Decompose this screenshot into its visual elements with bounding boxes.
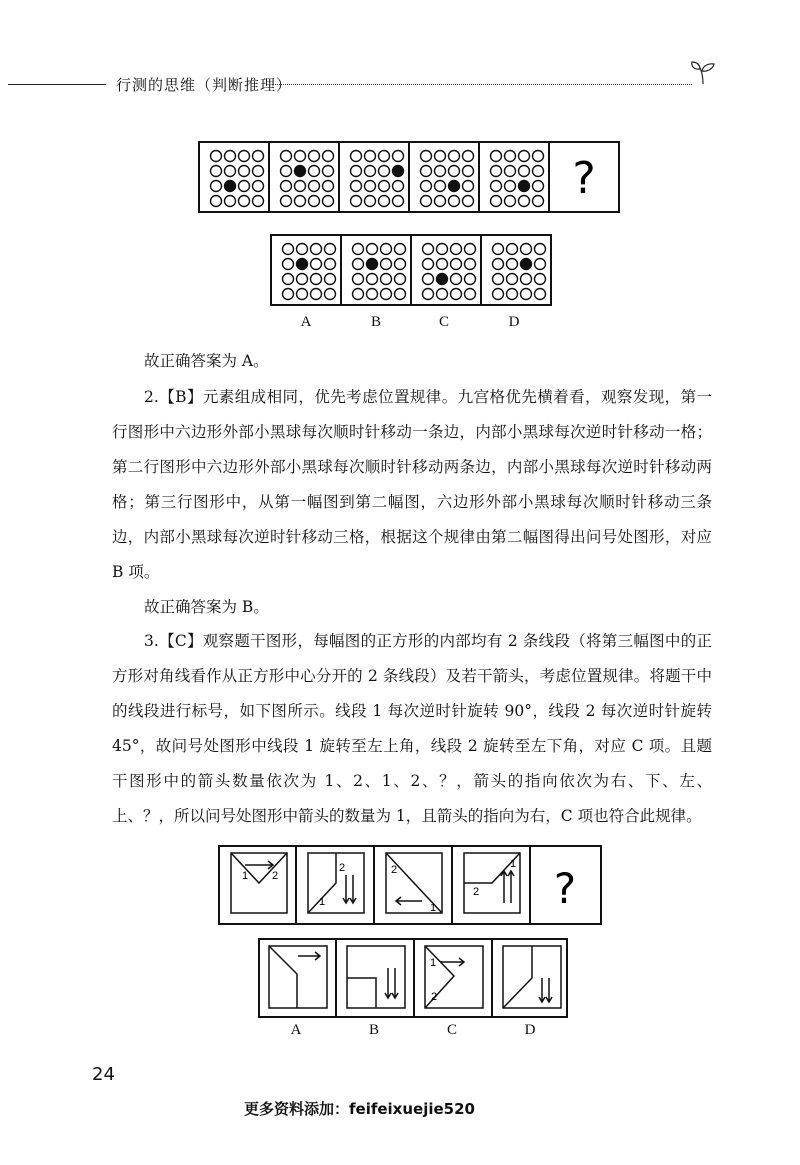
- figure-2-options-svg: [258, 938, 568, 1018]
- option-grid-1-circle: [311, 289, 322, 300]
- svg-text:1: 1: [430, 902, 437, 914]
- question-grid-3-circle: [393, 196, 404, 207]
- option-grid-4-circle: [493, 244, 504, 255]
- figure-1-option-b-label: B: [370, 314, 381, 330]
- question-grid-1-circle: [211, 196, 222, 207]
- option-grid-2-circle: [353, 289, 364, 300]
- option-grid-4-circle: [535, 274, 546, 285]
- question-grid-3-circle: [351, 196, 362, 207]
- item-2-paragraph: 2.【B】元素组成相同，优先考虑位置规律。九宫格优先横着看，观察发现，第一行图形中六边形外部小黑球每次顺时针移动一条边，内部小黑球每次逆时针移动一格；第二行图形中六边形外部小黑球每次顺时针移动两条边，内部小黑球每次逆时针移动两格；第三行图形中，从第一幅图到第二幅图，六边形外部小黑球每次顺时针移动三条边，内部小黑球每次逆时针移动三格，根据这个规律由第二幅图得出问号处图形，对应 B 项。: [112, 388, 712, 581]
- question-grid-1-circle: [211, 166, 222, 177]
- option-grid-4-circle: [507, 244, 518, 255]
- svg-text:2: 2: [391, 864, 398, 876]
- figure-2-question-row: [218, 845, 602, 925]
- question-grid-1-circle: [239, 181, 250, 192]
- svg-text:2: 2: [272, 870, 279, 882]
- option-grid-3-circle: [465, 274, 476, 285]
- option-grid-1-circle: [325, 259, 336, 270]
- question-grid-1-circle: [211, 151, 222, 162]
- figure-2-option-a-label: A: [290, 1022, 302, 1038]
- header-rule-right: [272, 84, 692, 85]
- svg-text:1: 1: [242, 870, 249, 882]
- option-grid-3-circle: [465, 244, 476, 255]
- question-grid-4-circle: [449, 196, 460, 207]
- question-grid-3-circle: [351, 181, 362, 192]
- option-grid-1-circle: [297, 274, 308, 285]
- question-grid-5-circle: [505, 196, 516, 207]
- option-grid-3-circle: [423, 289, 434, 300]
- option-grid-2-circle: [367, 259, 378, 270]
- question-grid-5-circle: [491, 181, 502, 192]
- question-grid-1-circle: [253, 196, 264, 207]
- option-grid-2-circle: [353, 244, 364, 255]
- question-grid-3-circle: [365, 196, 376, 207]
- option-grid-4-circle: [493, 289, 504, 300]
- option-grid-2-circle: [381, 244, 392, 255]
- question-grid-1-circle: [225, 196, 236, 207]
- question-grid-3-circle: [365, 166, 376, 177]
- question-grid-2-circle: [295, 166, 306, 177]
- option-grid-2-circle: [353, 259, 364, 270]
- option-grid-3-circle: [451, 244, 462, 255]
- question-grid-2-circle: [309, 196, 320, 207]
- question-grid-4-circle: [421, 196, 432, 207]
- option-grid-3-circle: [437, 244, 448, 255]
- question-grid-2-circle: [323, 151, 334, 162]
- question-grid-4-circle: [435, 166, 446, 177]
- option-grid-2-circle: [381, 274, 392, 285]
- question-grid-5-circle: [519, 196, 530, 207]
- figure-1-option-d-label: D: [508, 314, 520, 330]
- figure-2-question-svg: [218, 845, 602, 925]
- question-grid-4-circle: [463, 151, 474, 162]
- option-grid-3-circle: [423, 259, 434, 270]
- option-grid-2-circle: [381, 289, 392, 300]
- question-grid-5-circle: [505, 166, 516, 177]
- option-grid-3-circle: [451, 274, 462, 285]
- option-grid-3-circle: [423, 274, 434, 285]
- option-grid-3-circle: [451, 289, 462, 300]
- option-grid-4-circle: [493, 259, 504, 270]
- question-grid-2-circle: [281, 151, 292, 162]
- question-grid-4-circle: [449, 166, 460, 177]
- question-grid-5-circle: [519, 166, 530, 177]
- question-grid-3-circle: [365, 181, 376, 192]
- figure-2-option-b-label: B: [368, 1022, 379, 1038]
- svg-text:2: 2: [473, 886, 480, 898]
- question-grid-3-circle: [365, 151, 376, 162]
- question-grid-1-circle: [225, 151, 236, 162]
- figure-1-question-svg: [198, 141, 620, 213]
- question-grid-2-circle: [323, 166, 334, 177]
- question-grid-5-circle: [505, 181, 516, 192]
- option-grid-4-circle: [535, 289, 546, 300]
- option-grid-1-circle: [283, 259, 294, 270]
- option-grid-2-circle: [395, 289, 406, 300]
- option-grid-3-circle: [423, 244, 434, 255]
- answer-1-text: 故正确答案为 A。: [144, 352, 269, 370]
- figure-1-option-c-label: C: [438, 314, 449, 330]
- option-grid-2-circle: [367, 289, 378, 300]
- question-grid-2-circle: [281, 181, 292, 192]
- question-grid-3-circle: [379, 166, 390, 177]
- footer-note: 更多资料添加：feifeixuejie520: [244, 1100, 475, 1118]
- option-grid-1-circle: [325, 244, 336, 255]
- question-grid-5-circle: [505, 151, 516, 162]
- question-mark-2: ?: [553, 864, 577, 913]
- question-grid-3-circle: [393, 181, 404, 192]
- question-grid-2-circle: [295, 151, 306, 162]
- question-grid-4-circle: [449, 181, 460, 192]
- option-grid-3-circle: [465, 259, 476, 270]
- option-grid-3-circle: [437, 274, 448, 285]
- option-grid-2-circle: [353, 274, 364, 285]
- question-grid-5-circle: [533, 196, 544, 207]
- question-grid-3-circle: [393, 166, 404, 177]
- question-grid-2-circle: [281, 196, 292, 207]
- answer-2-text: 故正确答案为 B。: [144, 598, 269, 616]
- question-grid-1-circle: [239, 166, 250, 177]
- option-grid-4-circle: [507, 289, 518, 300]
- question-grid-4-circle: [435, 181, 446, 192]
- svg-text:2: 2: [431, 991, 438, 1003]
- option-grid-1-circle: [283, 244, 294, 255]
- question-grid-5-circle: [533, 181, 544, 192]
- question-grid-3-circle: [379, 181, 390, 192]
- question-grid-2-circle: [323, 181, 334, 192]
- option-grid-1-circle: [325, 274, 336, 285]
- option-grid-3-circle: [465, 289, 476, 300]
- question-grid-4-circle: [449, 151, 460, 162]
- question-grid-4-circle: [463, 181, 474, 192]
- option-grid-1-circle: [311, 274, 322, 285]
- question-grid-1-circle: [211, 181, 222, 192]
- option-grid-2-circle: [395, 259, 406, 270]
- option-grid-1-circle: [311, 244, 322, 255]
- option-grid-3-circle: [437, 289, 448, 300]
- option-grid-1-circle: [297, 244, 308, 255]
- svg-text:1: 1: [430, 957, 437, 969]
- question-grid-4-circle: [421, 166, 432, 177]
- option-grid-4-circle: [535, 244, 546, 255]
- question-grid-5-circle: [491, 166, 502, 177]
- question-grid-3-circle: [393, 151, 404, 162]
- figure-1-question-row: [198, 141, 620, 213]
- option-grid-2-circle: [367, 274, 378, 285]
- svg-text:1: 1: [510, 858, 517, 870]
- figure-1-options-row: [270, 234, 552, 306]
- question-grid-4-circle: [421, 151, 432, 162]
- option-grid-1-circle: [325, 289, 336, 300]
- figure-1-option-a-label: A: [300, 314, 312, 330]
- option-grid-4-circle: [521, 244, 532, 255]
- header-rule-left: [8, 84, 106, 85]
- option-grid-3-circle: [451, 259, 462, 270]
- question-grid-2-circle: [295, 181, 306, 192]
- question-grid-2-circle: [309, 151, 320, 162]
- question-grid-2-circle: [295, 196, 306, 207]
- question-grid-3-circle: [351, 151, 362, 162]
- option-grid-4-circle: [521, 289, 532, 300]
- question-grid-4-circle: [435, 151, 446, 162]
- option-grid-1-circle: [297, 289, 308, 300]
- figure-1-options-svg: [270, 234, 552, 306]
- question-grid-1-circle: [253, 181, 264, 192]
- question-grid-3-circle: [379, 196, 390, 207]
- option-grid-4-circle: [535, 259, 546, 270]
- option-grid-1-circle: [283, 289, 294, 300]
- option-grid-4-circle: [493, 274, 504, 285]
- svg-text:1: 1: [319, 896, 326, 908]
- option-grid-1-circle: [283, 274, 294, 285]
- option-grid-1-circle: [297, 259, 308, 270]
- option-grid-3-circle: [437, 259, 448, 270]
- question-grid-1-circle: [239, 196, 250, 207]
- question-grid-3-circle: [379, 151, 390, 162]
- option-grid-4-circle: [521, 259, 532, 270]
- question-grid-2-circle: [309, 181, 320, 192]
- option-grid-4-circle: [507, 274, 518, 285]
- svg-text:2: 2: [339, 862, 346, 874]
- question-grid-2-circle: [281, 166, 292, 177]
- question-grid-4-circle: [463, 196, 474, 207]
- option-grid-2-circle: [367, 244, 378, 255]
- option-grid-2-circle: [395, 274, 406, 285]
- question-grid-3-circle: [351, 166, 362, 177]
- question-mark: ?: [572, 153, 596, 204]
- sprout-icon: [688, 60, 718, 86]
- question-grid-5-circle: [519, 151, 530, 162]
- question-grid-1-circle: [225, 166, 236, 177]
- figure-2-option-d-label: D: [524, 1022, 536, 1038]
- question-grid-1-circle: [239, 151, 250, 162]
- question-grid-4-circle: [435, 196, 446, 207]
- question-grid-1-circle: [253, 166, 264, 177]
- option-grid-4-circle: [507, 259, 518, 270]
- question-grid-1-circle: [253, 151, 264, 162]
- page-number: 24: [92, 1064, 115, 1085]
- question-grid-1-circle: [225, 181, 236, 192]
- question-grid-2-circle: [309, 166, 320, 177]
- question-grid-5-circle: [533, 151, 544, 162]
- header-title: 行测的思维（判断推理）: [116, 76, 293, 94]
- question-grid-4-circle: [421, 181, 432, 192]
- running-header: [0, 60, 800, 100]
- figure-2-option-c-label: C: [446, 1022, 457, 1038]
- figure-2-options-row: [258, 938, 568, 1018]
- question-grid-5-circle: [533, 166, 544, 177]
- option-grid-1-circle: [311, 259, 322, 270]
- item-3-paragraph: 3.【C】观察题干图形，每幅图的正方形的内部均有 2 条线段（将第三幅图中的正方形对角线看作从正方形中心分开的 2 条线段）及若干箭头，考虑位置规律。将题干中的线段进行标号，如下图所示。线段 1 每次逆时针旋转 90°，线段 2 每次逆时针旋转 45°，故问号处图形中线段 1 旋转至左上角，线段 2 旋转至左下角，对应 C 项。且题干图形中的箭头数量依次为 1、2、1、2、？，箭头的指向依次为右、下、左、上、？，所以问号处图形中箭头的数量为 1，且箭头的指向为右，C 项也符合此规律。: [112, 632, 712, 825]
- question-grid-2-circle: [323, 196, 334, 207]
- question-grid-5-circle: [519, 181, 530, 192]
- option-grid-4-circle: [521, 274, 532, 285]
- question-grid-5-circle: [491, 196, 502, 207]
- question-grid-4-circle: [463, 166, 474, 177]
- question-grid-5-circle: [491, 151, 502, 162]
- option-grid-2-circle: [381, 259, 392, 270]
- option-grid-2-circle: [395, 244, 406, 255]
